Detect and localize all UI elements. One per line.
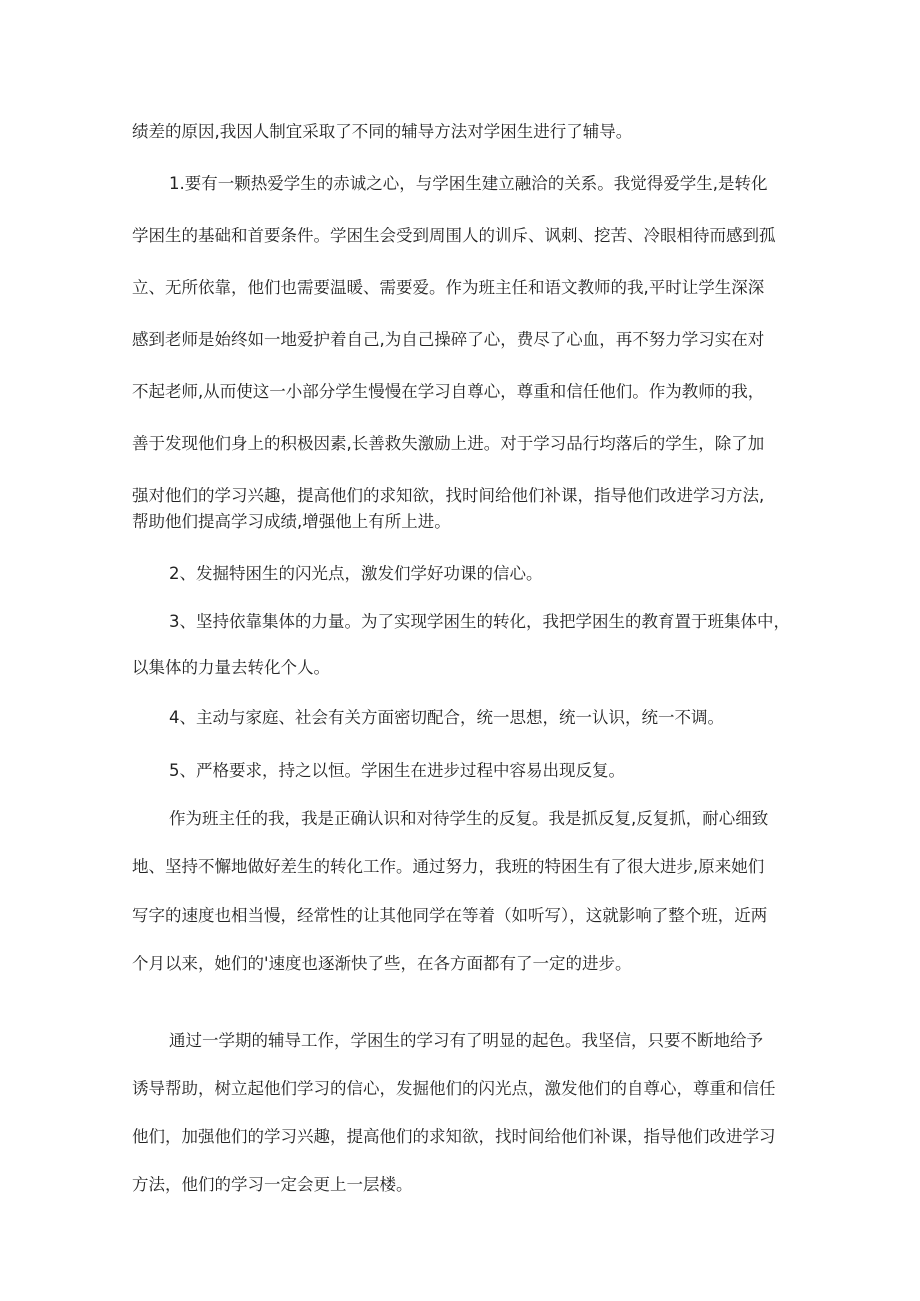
paragraph-1-line-7: 帮助他们提高学习成绩,增强他上有所上进。 — [132, 512, 451, 531]
paragraph-4-line-0: 4、主动与家庭、社会有关方面密切配合，统一思想，统一认识，统一不调。 — [169, 708, 724, 727]
paragraph-3-line-1: 以集体的力量去转化个人。 — [132, 658, 330, 677]
paragraph-6-line-3: 个月以来，她们的'速度也逐渐快了些，在各方面都有了一定的进步。 — [132, 954, 632, 973]
paragraph-6-line-2: 写字的速度也相当慢，经常性的让其他同学在等着（如听写），这就影响了整个班，近两 — [132, 906, 768, 925]
paragraph-7-line-1: 诱导帮助，树立起他们学习的信心，发掘他们的闪光点，激发他们的自尊心，尊重和信任 — [132, 1079, 776, 1098]
paragraph-7-line-3: 方法，他们的学习一定会更上一层楼。 — [132, 1175, 413, 1194]
paragraph-6-line-1: 地、坚持不懈地做好差生的转化工作。通过努力，我班的特困生有了很大进步,原来她们 — [132, 857, 765, 876]
paragraph-7-line-0: 通过一学期的辅导工作，学困生的学习有了明显的起色。我坚信，只要不断地给予 — [169, 1031, 763, 1050]
paragraph-1-line-4: 不起老师,从而使这一小部分学生慢慢在学习自尊心，尊重和信任他们。作为教师的我， — [132, 382, 765, 401]
paragraph-1-line-5: 善于发现他们身上的积极因素,长善救失激励上进。对于学习品行均落后的学生，除了加 — [132, 434, 765, 453]
paragraph-1-line-2: 立、无所依靠，他们也需要温暖、需要爱。作为班主任和语文教师的我,平时让学生深深 — [132, 278, 765, 297]
paragraph-3-line-0: 3、坚持依靠集体的力量。为了实现学困生的转化，我把学困生的教育置于班集体中， — [169, 612, 790, 631]
paragraph-7-line-2: 他们，加强他们的学习兴趣，提高他们的求知欲，找时间给他们补课，指导他们改进学习 — [132, 1127, 776, 1146]
paragraph-1-line-6: 强对他们的学习兴趣，提高他们的求知欲，找时间给他们补课，指导他们改进学习方法, — [132, 486, 765, 505]
paragraph-5-line-0: 5、严格要求，持之以恒。学困生在进步过程中容易出现反复。 — [169, 761, 625, 780]
paragraph-1-line-3: 感到老师是始终如一地爱护着自己,为自己操碎了心，费尽了心血，再不努力学习实在对 — [132, 330, 765, 349]
paragraph-1-line-1: 学困生的基础和首要条件。学困生会受到周围人的训斥、讽刺、挖苦、冷眼相待而感到孤 — [132, 226, 776, 245]
paragraph-1-line-0: 1.要有一颗热爱学生的赤诚之心，与学困生建立融洽的关系。我觉得爱学生,是转化 — [169, 174, 768, 193]
paragraph-2-line-0: 2、发掘特困生的闪光点，激发们学好功课的信心。 — [169, 564, 543, 583]
paragraph-6-line-0: 作为班主任的我，我是正确认识和对待学生的反复。我是抓反复,反复抓，耐心细致 — [169, 809, 769, 828]
paragraph-0-line-0: 绩差的原因,我因人制宜采取了不同的辅导方法对学困生进行了辅导。 — [132, 122, 633, 141]
